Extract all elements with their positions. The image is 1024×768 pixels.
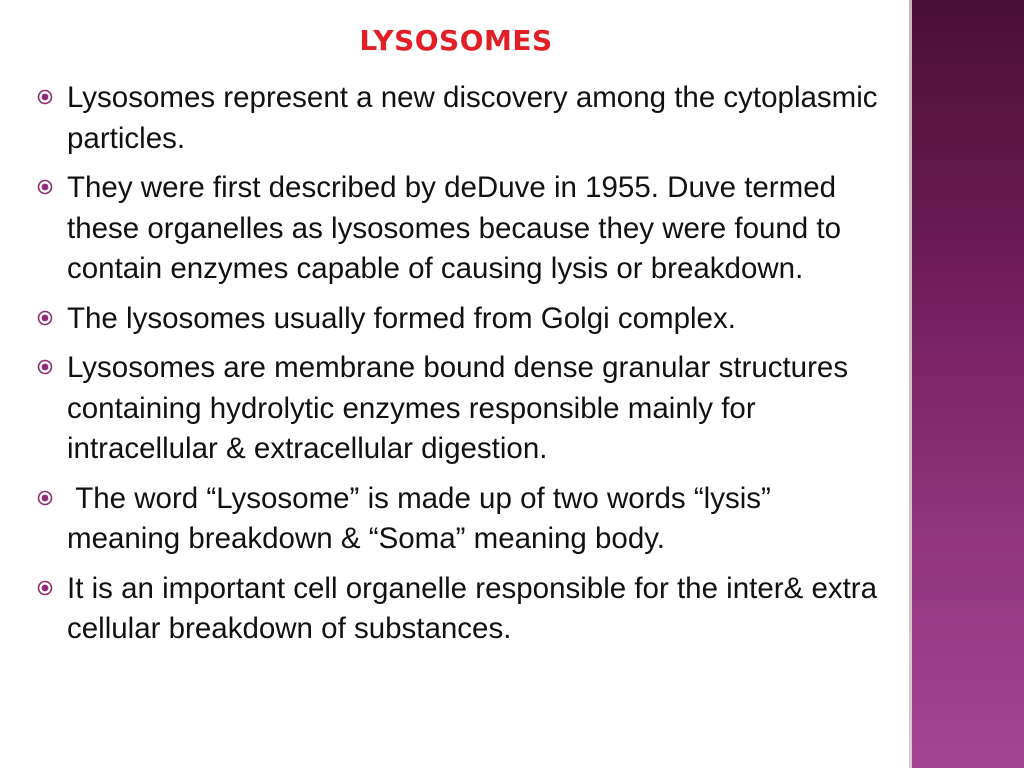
bullet-item <box>36 348 886 470</box>
slide-title <box>0 24 912 57</box>
circled-dot-icon <box>37 89 53 105</box>
circled-dot-icon <box>37 179 53 195</box>
bullet-text: The lysosomes usually formed from Golgi complex. <box>67 301 736 335</box>
bullet-text: The word “Lysosome” is made up of two words “lysis” meaning breakdown & “Soma” meaning body. <box>67 481 780 555</box>
bullet-item <box>36 168 886 290</box>
circled-dot-icon <box>37 580 53 596</box>
bullet-text: It is an important cell organelle responsible for the inter& extra cellular breakdown of substances. <box>67 571 878 645</box>
bullet-item <box>36 479 886 560</box>
bullet-list <box>36 78 886 659</box>
bullet-item <box>36 78 886 159</box>
bullet-item <box>36 569 886 650</box>
bullet-item <box>36 299 886 340</box>
slide-title-text: LYSOSOMES <box>359 24 553 57</box>
side-decorative-band <box>912 0 1024 768</box>
circled-dot-icon <box>37 310 53 326</box>
bullet-text: Lysosomes are membrane bound dense granular structures containing hydrolytic enzymes responsible mainly for intracellular & extracellular digestion. <box>67 351 849 465</box>
circled-dot-icon <box>37 359 53 375</box>
bullet-text: Lysosomes represent a new discovery among the cytoplasmic particles. <box>67 81 878 155</box>
circled-dot-icon <box>37 490 53 506</box>
bullet-text: They were first described by deDuve in 1955. Duve termed these organelles as lysosomes because they were found to contain enzymes capable of causing lysis or breakdown. <box>67 171 842 285</box>
